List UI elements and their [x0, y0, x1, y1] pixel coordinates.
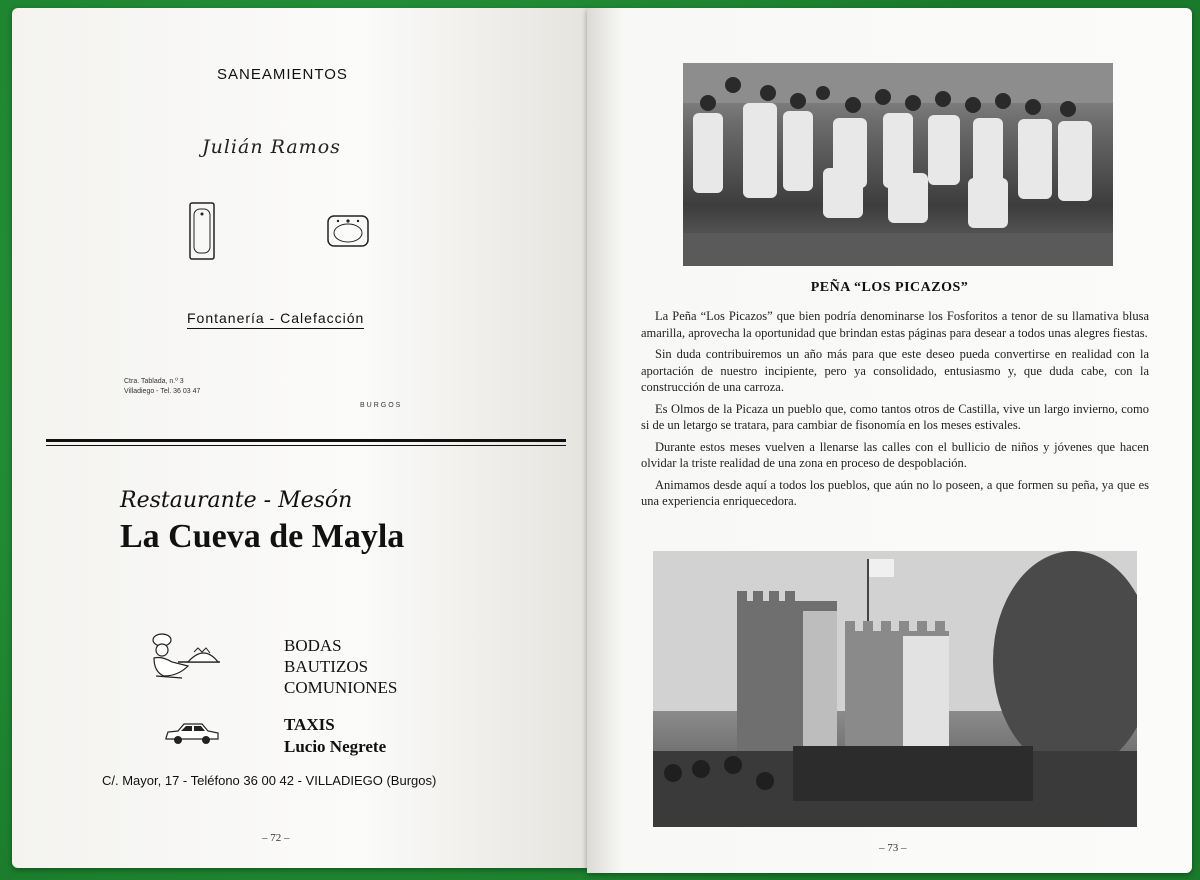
service-item: COMUNIONES — [284, 678, 398, 697]
ad-city: BURGOS — [360, 402, 403, 409]
restaurant-name: La Cueva de Mayla — [120, 518, 405, 555]
sink-icon — [326, 214, 370, 248]
ad-address-line2: Villadiego - Tel. 36 03 47 — [124, 388, 201, 395]
taxi-label: TAXIS — [284, 715, 335, 734]
article-paragraph: Sin duda contribuiremos un año más para que este deseo pueda convertirse en realidad con la aportación de nuestro incipiente, pero ya consolidado, entusiasmo y, que duda cabe, con la construcción de una carroza. — [641, 347, 1149, 394]
services-list — [284, 635, 397, 698]
page-number-left: – 72 – — [262, 832, 290, 844]
ad-saneamientos-title: SANEAMIENTOS — [217, 66, 348, 83]
left-page — [12, 8, 587, 868]
article-paragraph: Durante estos meses vuelven a llenarse las calles con el bullicio de niños y jóvenes que hacen olvidar la triste realidad de una zona en proceso de despoblación. — [641, 439, 1149, 470]
restaurant-subtitle: Restaurante - Mesón — [120, 488, 353, 513]
chef-icon — [148, 632, 226, 684]
group-photo — [683, 63, 1113, 266]
article-title: PEÑA “LOS PICAZOS” — [810, 280, 969, 295]
page-number-right: – 73 – — [879, 842, 907, 854]
ad-address — [124, 377, 200, 397]
article-body — [641, 308, 1149, 515]
article-paragraph: Animamos desde aquí a todos los pueblos, que aún no lo poseen, a que formen su peña, ya que es una experiencia enriquecedora. — [641, 477, 1149, 508]
taxi-name: Lucio Negrete — [284, 737, 387, 756]
service-item: BAUTIZOS — [284, 657, 369, 676]
castle-float-illustration — [653, 551, 1137, 827]
article-paragraph: Es Olmos de la Picaza un pueblo que, como tantos otros de Castilla, vive un largo invierno, como si de un letargo se tratara, para cambiar de fisonomía en los meses estivales. — [641, 401, 1149, 432]
article-paragraph: La Peña “Los Picazos” que bien podría denominarse los Fosforitos a tenor de su llamativa blusa amarilla, aprovecha la oportunidad que brindan estas páginas para desear a todos unas alegres fiestas. — [641, 309, 1149, 340]
bathtub-icon — [188, 201, 216, 261]
ad-trade: Fontanería - Calefacción — [187, 310, 364, 329]
restaurant-contact: C/. Mayor, 17 - Teléfono 36 00 42 - VILLADIEGO (Burgos) — [102, 773, 437, 788]
right-page — [587, 8, 1192, 873]
ad-address-line1: Ctra. Tablada, n.º 3 — [124, 378, 184, 385]
ad-owner-name: Julián Ramos — [202, 136, 341, 158]
service-item: BODAS — [284, 636, 342, 655]
car-icon — [164, 720, 220, 746]
divider-thin — [46, 445, 566, 446]
group-photo-figures — [683, 63, 1113, 266]
taxi-info — [284, 714, 386, 758]
castle-float-photo — [653, 551, 1137, 827]
divider-thick — [46, 439, 566, 442]
